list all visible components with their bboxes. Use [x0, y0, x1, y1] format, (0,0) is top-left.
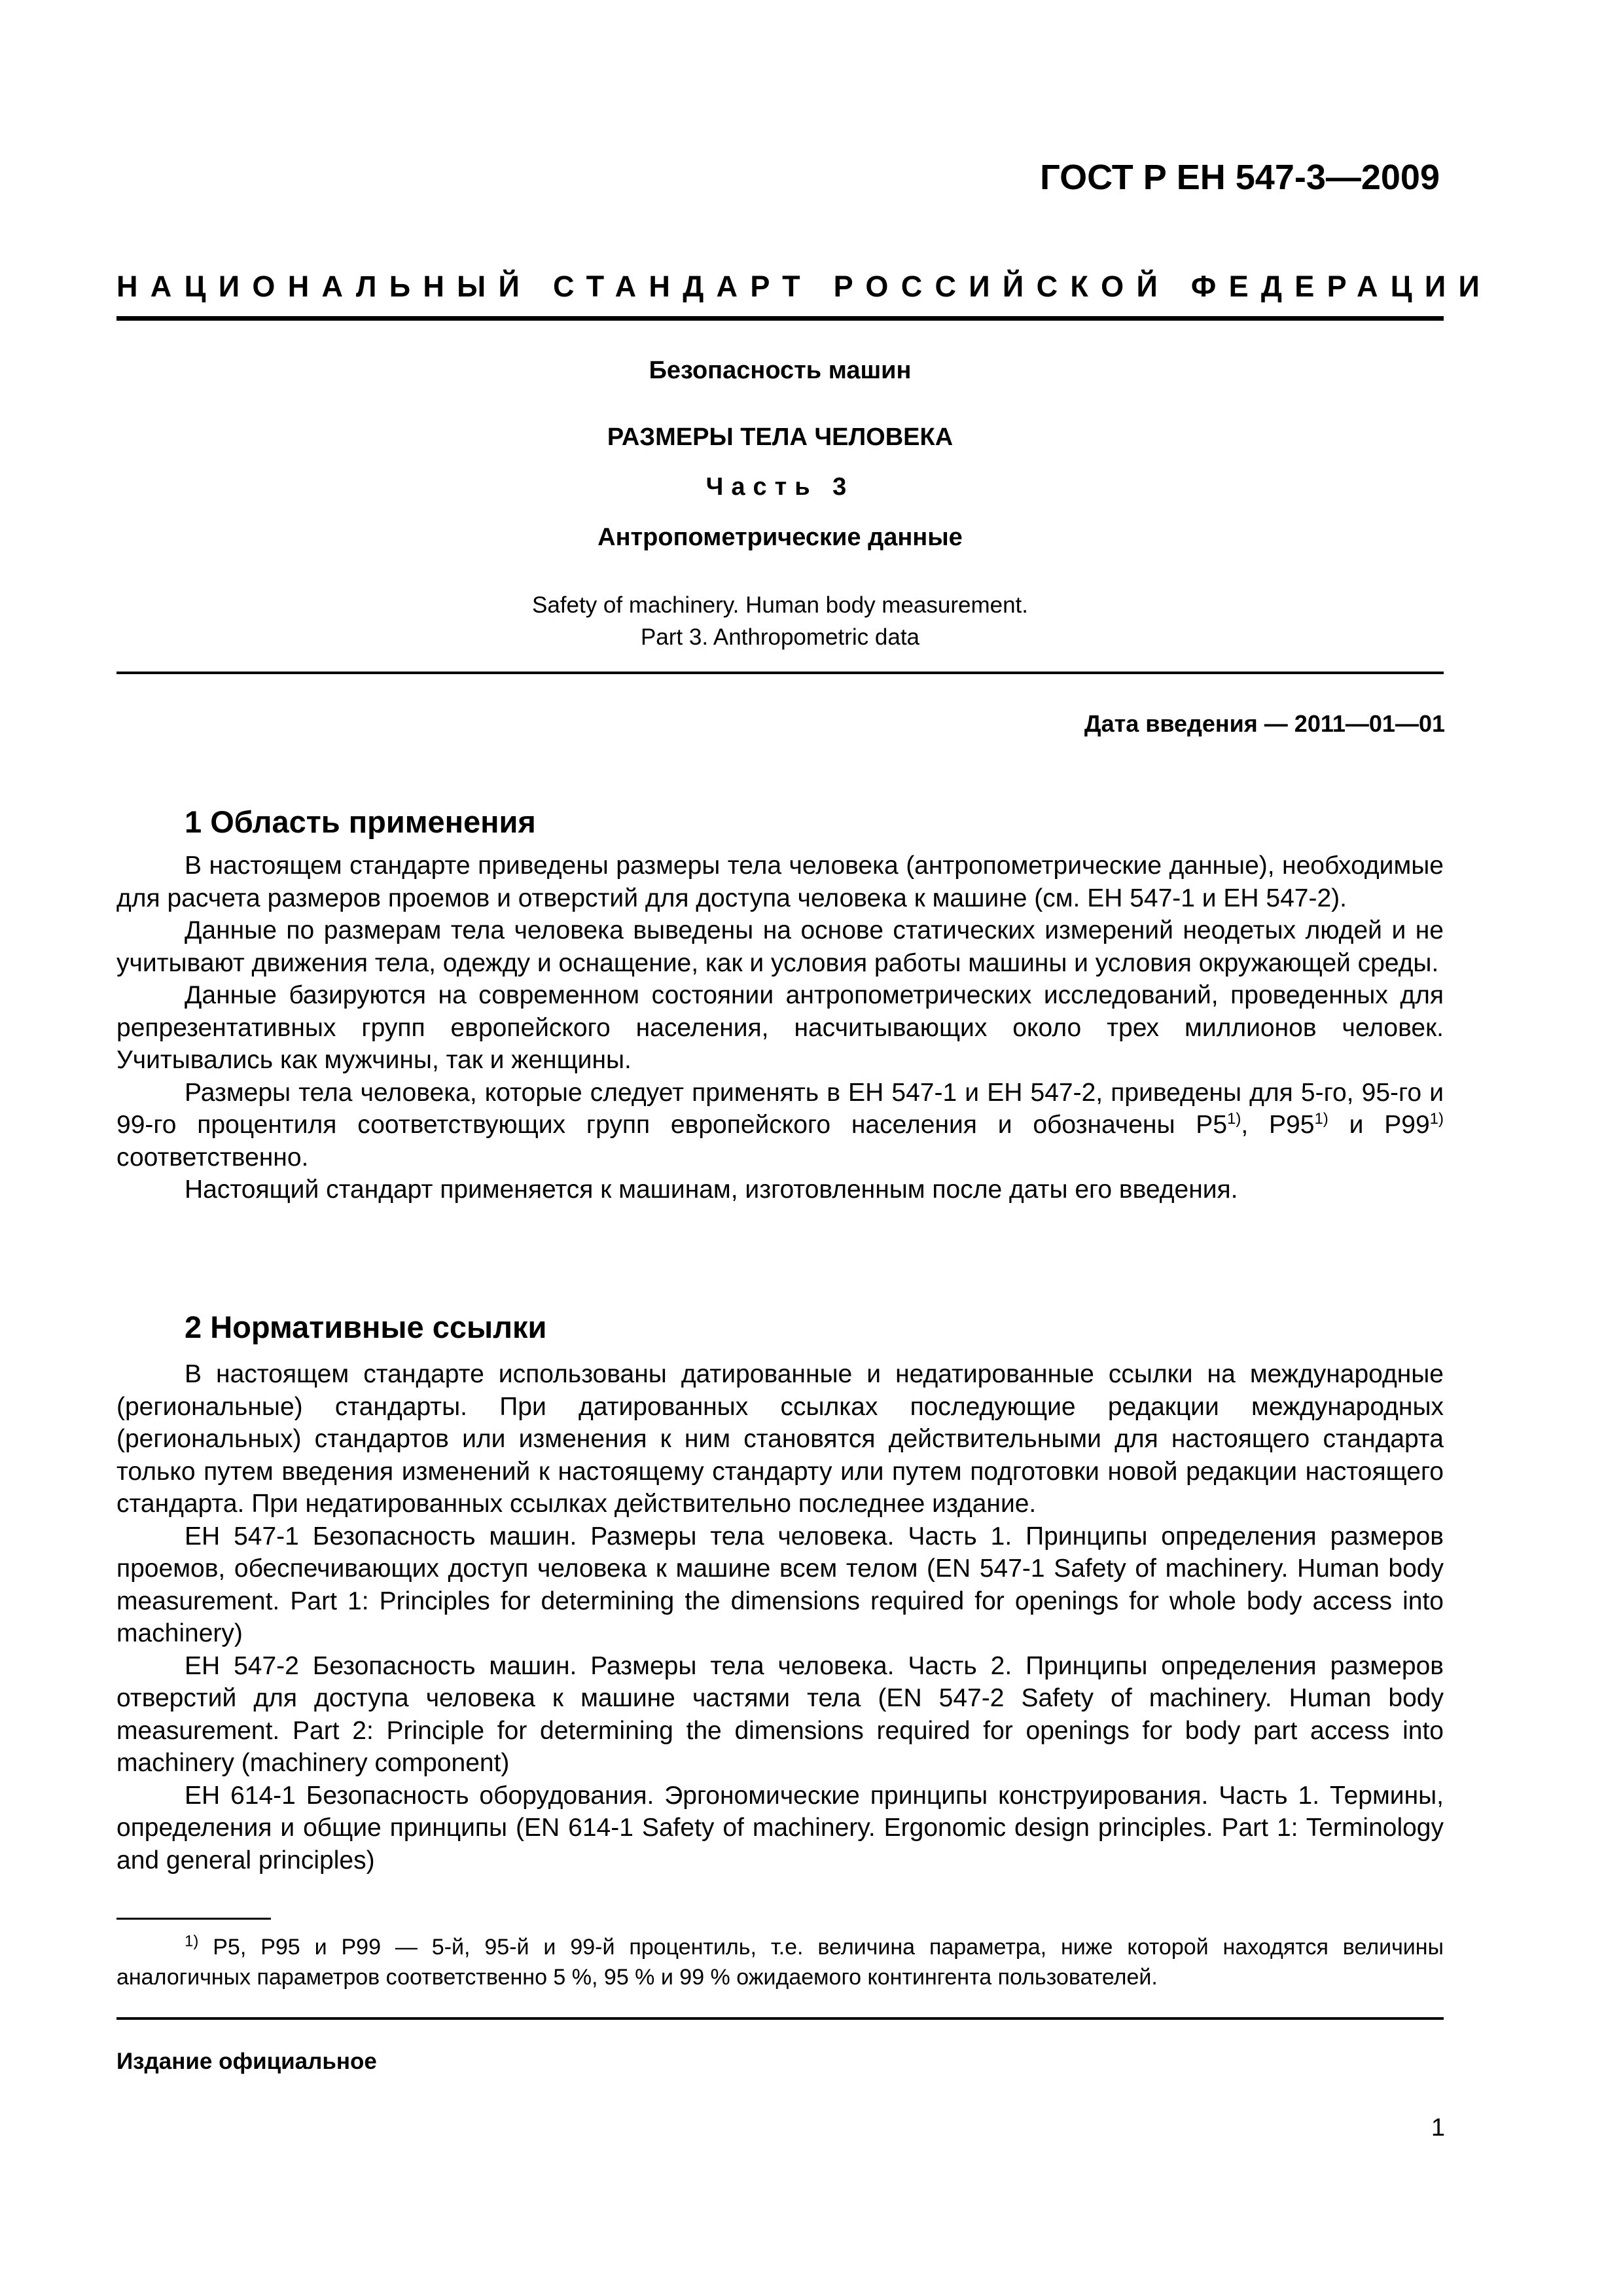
section-2-heading: 2 Нормативные ссылки — [185, 1310, 547, 1344]
reference-entry: ЕН 547-2 Безопасность машин. Размеры тела человека. Часть 2. Принципы определения размеров отверстий для доступа человека к машине частями тела (EN 547-2 Safety of machinery. Human body measurement. Part 2: Principle for determining the dimensions required for openings for body part access into machinery (machinery component) — [116, 1651, 1444, 1777]
paragraph: Настоящий стандарт применяется к машинам, изготовленным после даты его введения. — [185, 1175, 1238, 1204]
footnote-reference: 1) — [1314, 1110, 1329, 1128]
footer-divider — [116, 2017, 1444, 2020]
english-title-line2: Part 3. Anthropometric data — [640, 624, 920, 650]
reference-entry: ЕН 614-1 Безопасность оборудования. Эргономические принципы конструирования. Часть 1. Термины, определения и общие принципы (EN 614-1 Safety of machinery. Ergonomic design principles. Part 1: Terminology and general principles) — [116, 1781, 1444, 1874]
footnote-reference: 1) — [1429, 1110, 1444, 1128]
introduction-date: Дата введения — 2011—01—01 — [1084, 710, 1445, 737]
national-standard-banner: НАЦИОНАЛЬНЫЙ СТАНДАРТ РОССИЙСКОЙ ФЕДЕРАЦИИ — [116, 270, 1493, 303]
footnote-body: P5, P95 и P99 — 5-й, 95-й и 99-й процентиль, т.е. величина параметра, ниже которой находятся величины аналогичных параметров соответственно 5 %, 95 % и 99 % ожидаемого контингента пользователей. — [116, 1935, 1444, 1990]
section-1-heading: 1 Область применения — [185, 804, 536, 839]
reference-entry: ЕН 547-1 Безопасность машин. Размеры тела человека. Часть 1. Принципы определения размеров проемов, обеспечивающих доступ человека к машине всем телом (EN 547-1 Safety of machinery. Human body measurement. Part 1: Principles for determining the dimensions required for openings for whole body access into machinery) — [116, 1522, 1444, 1647]
paragraph-text: и P99 — [1328, 1111, 1430, 1139]
english-title-line1: Safety of machinery. Human body measurement. — [531, 592, 1029, 618]
document-title: РАЗМЕРЫ ТЕЛА ЧЕЛОВЕКА — [607, 423, 954, 451]
paragraph: В настоящем стандарте приведены размеры тела человека (антропометрические данные), необходимые для расчета размеров проемов и отверстий для доступа человека к машине (см. ЕН 547-1 и ЕН 547-2). — [116, 852, 1444, 912]
page-number: 1 — [1431, 2114, 1445, 2142]
section-2-body — [116, 1358, 1444, 1876]
footnote — [116, 1932, 1444, 1992]
english-title — [116, 589, 1444, 653]
footnote-divider — [116, 1918, 271, 1920]
paragraph: В настоящем стандарте использованы датированные и недатированные ссылки на международные (региональные) стандарты. При датированных ссылках последующие редакции международных (региональных) стандартов или изменения к ним становятся действительными для настоящего стандарта только путем введения изменений к настоящему стандарту или путем подготовки новой редакции настоящего стандарта. При недатированных ссылках действительно последнее издание. — [116, 1360, 1444, 1518]
footnote-mark: 1) — [185, 1932, 199, 1950]
paragraph: Данные по размерам тела человека выведены на основе статических измерений неодетых людей и не учитывают движения тела, одежду и оснащение, как и условия работы машины и условия окружающей среды. — [116, 916, 1444, 977]
document-subject: Безопасность машин — [649, 357, 912, 384]
document-part: Часть 3 — [705, 473, 855, 501]
edition-label: Издание официальное — [116, 2049, 377, 2074]
paragraph — [116, 1077, 1444, 1174]
paragraph-text: соответственно. — [116, 1143, 309, 1172]
document-code: ГОСТ Р ЕН 547-3—2009 — [1040, 158, 1440, 197]
title-divider — [116, 672, 1444, 674]
header-divider — [116, 316, 1444, 321]
paragraph: Данные базируются на современном состоянии антропометрических исследований, проведенных для репрезентативных групп европейского населения, насчитывающих около трех миллионов человек. Учитывались как мужчины, так и женщины. — [116, 981, 1444, 1074]
footnote-reference: 1) — [1227, 1110, 1241, 1128]
section-1-body — [116, 850, 1444, 1206]
paragraph-text: Размеры тела человека, которые следует применять в ЕН 547-1 и ЕН 547-2, приведены для 5-го, 95-го и 99-го процентиля соответствующих групп европейского населения и обозначены P5 — [116, 1078, 1444, 1139]
footnote-text — [116, 1932, 1444, 1992]
document-subtitle: Антропометрические данные — [597, 524, 963, 551]
paragraph-text: , P95 — [1241, 1111, 1315, 1139]
